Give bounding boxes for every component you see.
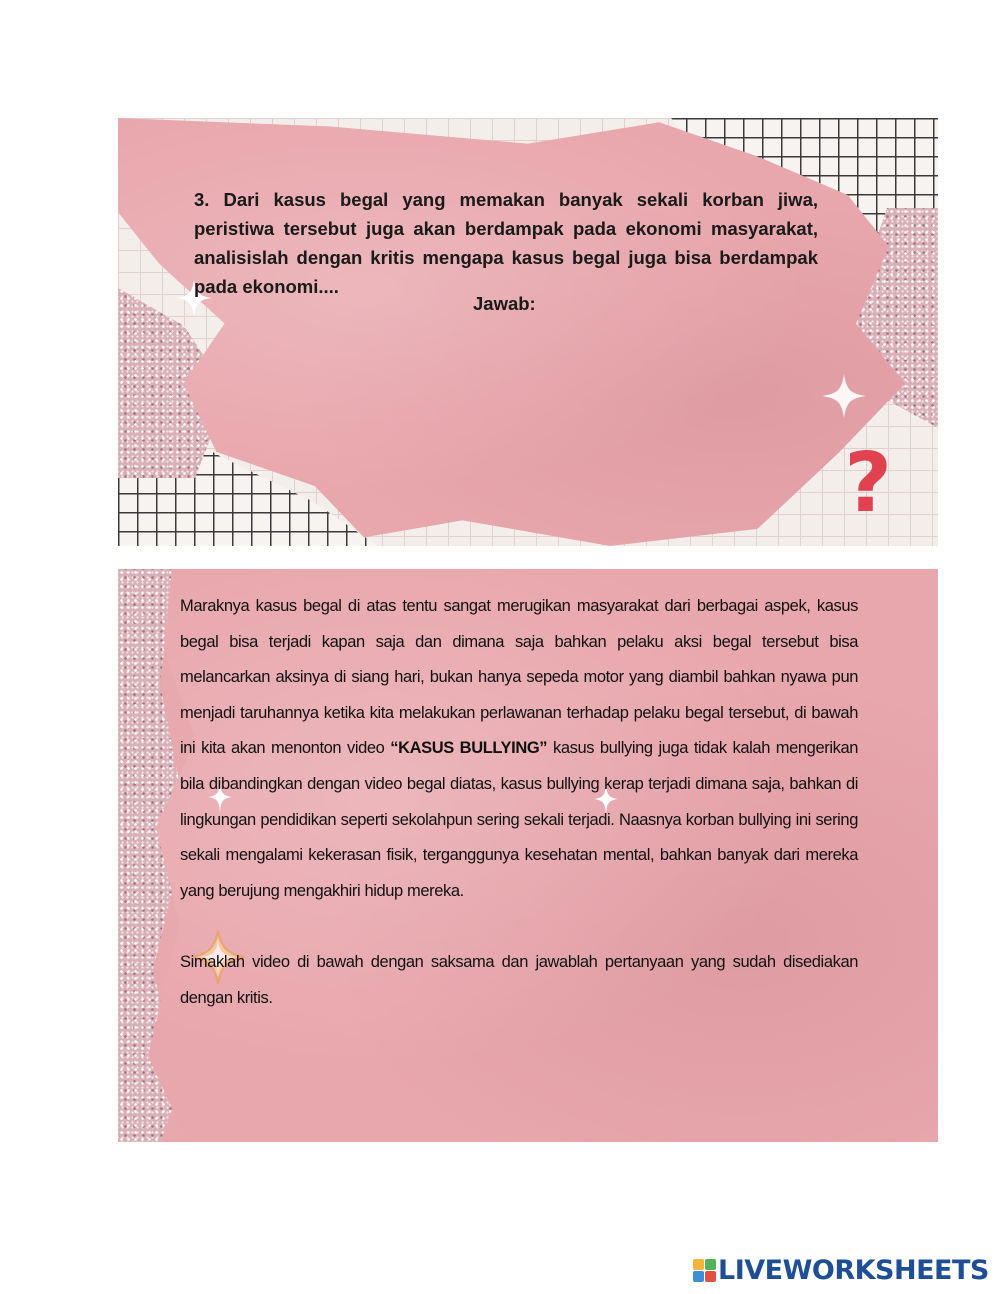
video-title-highlight: “KASUS BULLYING” — [390, 739, 548, 758]
logo-icon — [693, 1259, 715, 1281]
liveworksheets-logo — [693, 1253, 989, 1287]
paragraph-1 — [180, 589, 858, 909]
paragraph-2: Simaklah video di bawah dengan saksama dan jawablah pertanyaan yang sudah disediakan dengan kritis. — [180, 953, 858, 1007]
answer-label: Jawab: — [473, 293, 536, 314]
paragraph-1-text: Maraknya kasus begal di atas tentu sangat merugikan masyarakat dari berbagai aspek, kasus begal bisa terjadi kapan saja dan dimana saja bahkan pelaku aksi begal tersebut bisa melancarkan aksinya di siang hari, bukan hanya sepeda motor yang diambil bahkan nyawa pun menjadi taruhannya ketika kita melakukan perlawanan terhadap pelaku begal tersebut, di bawah ini kita akan menonton video — [180, 597, 858, 758]
sparkle-icon — [822, 374, 866, 418]
question-text: 3. Dari kasus begal yang memakan banyak sekali korban jiwa, peristiwa tersebut juga akan berdampak pada ekonomi masyarakat, analisislah dengan kritis mengapa kasus begal juga bisa berdampak pada ekonomi.... — [194, 189, 818, 297]
question-mark-icon: ? — [844, 436, 892, 531]
reading-passage — [180, 589, 858, 1017]
question-card — [118, 118, 938, 546]
paragraph-1-text-continued: kasus bullying juga tidak kalah mengerikan bila dibandingkan dengan video begal diatas, kasus bullying kerap terjadi dimana saja, bahkan di lingkungan pendidikan seperti sekolahpun sering sekali terjadi. Naasnya korban bullying ini sering sekali mengalami kekerasan fisik, terganggunya kesehatan mental, bahkan banyak dari mereka yang berujung mengakhiri hidup mereka. — [180, 739, 858, 900]
logo-text: LIVEWORKSHEETS — [718, 1254, 989, 1286]
reading-card — [118, 569, 938, 1142]
